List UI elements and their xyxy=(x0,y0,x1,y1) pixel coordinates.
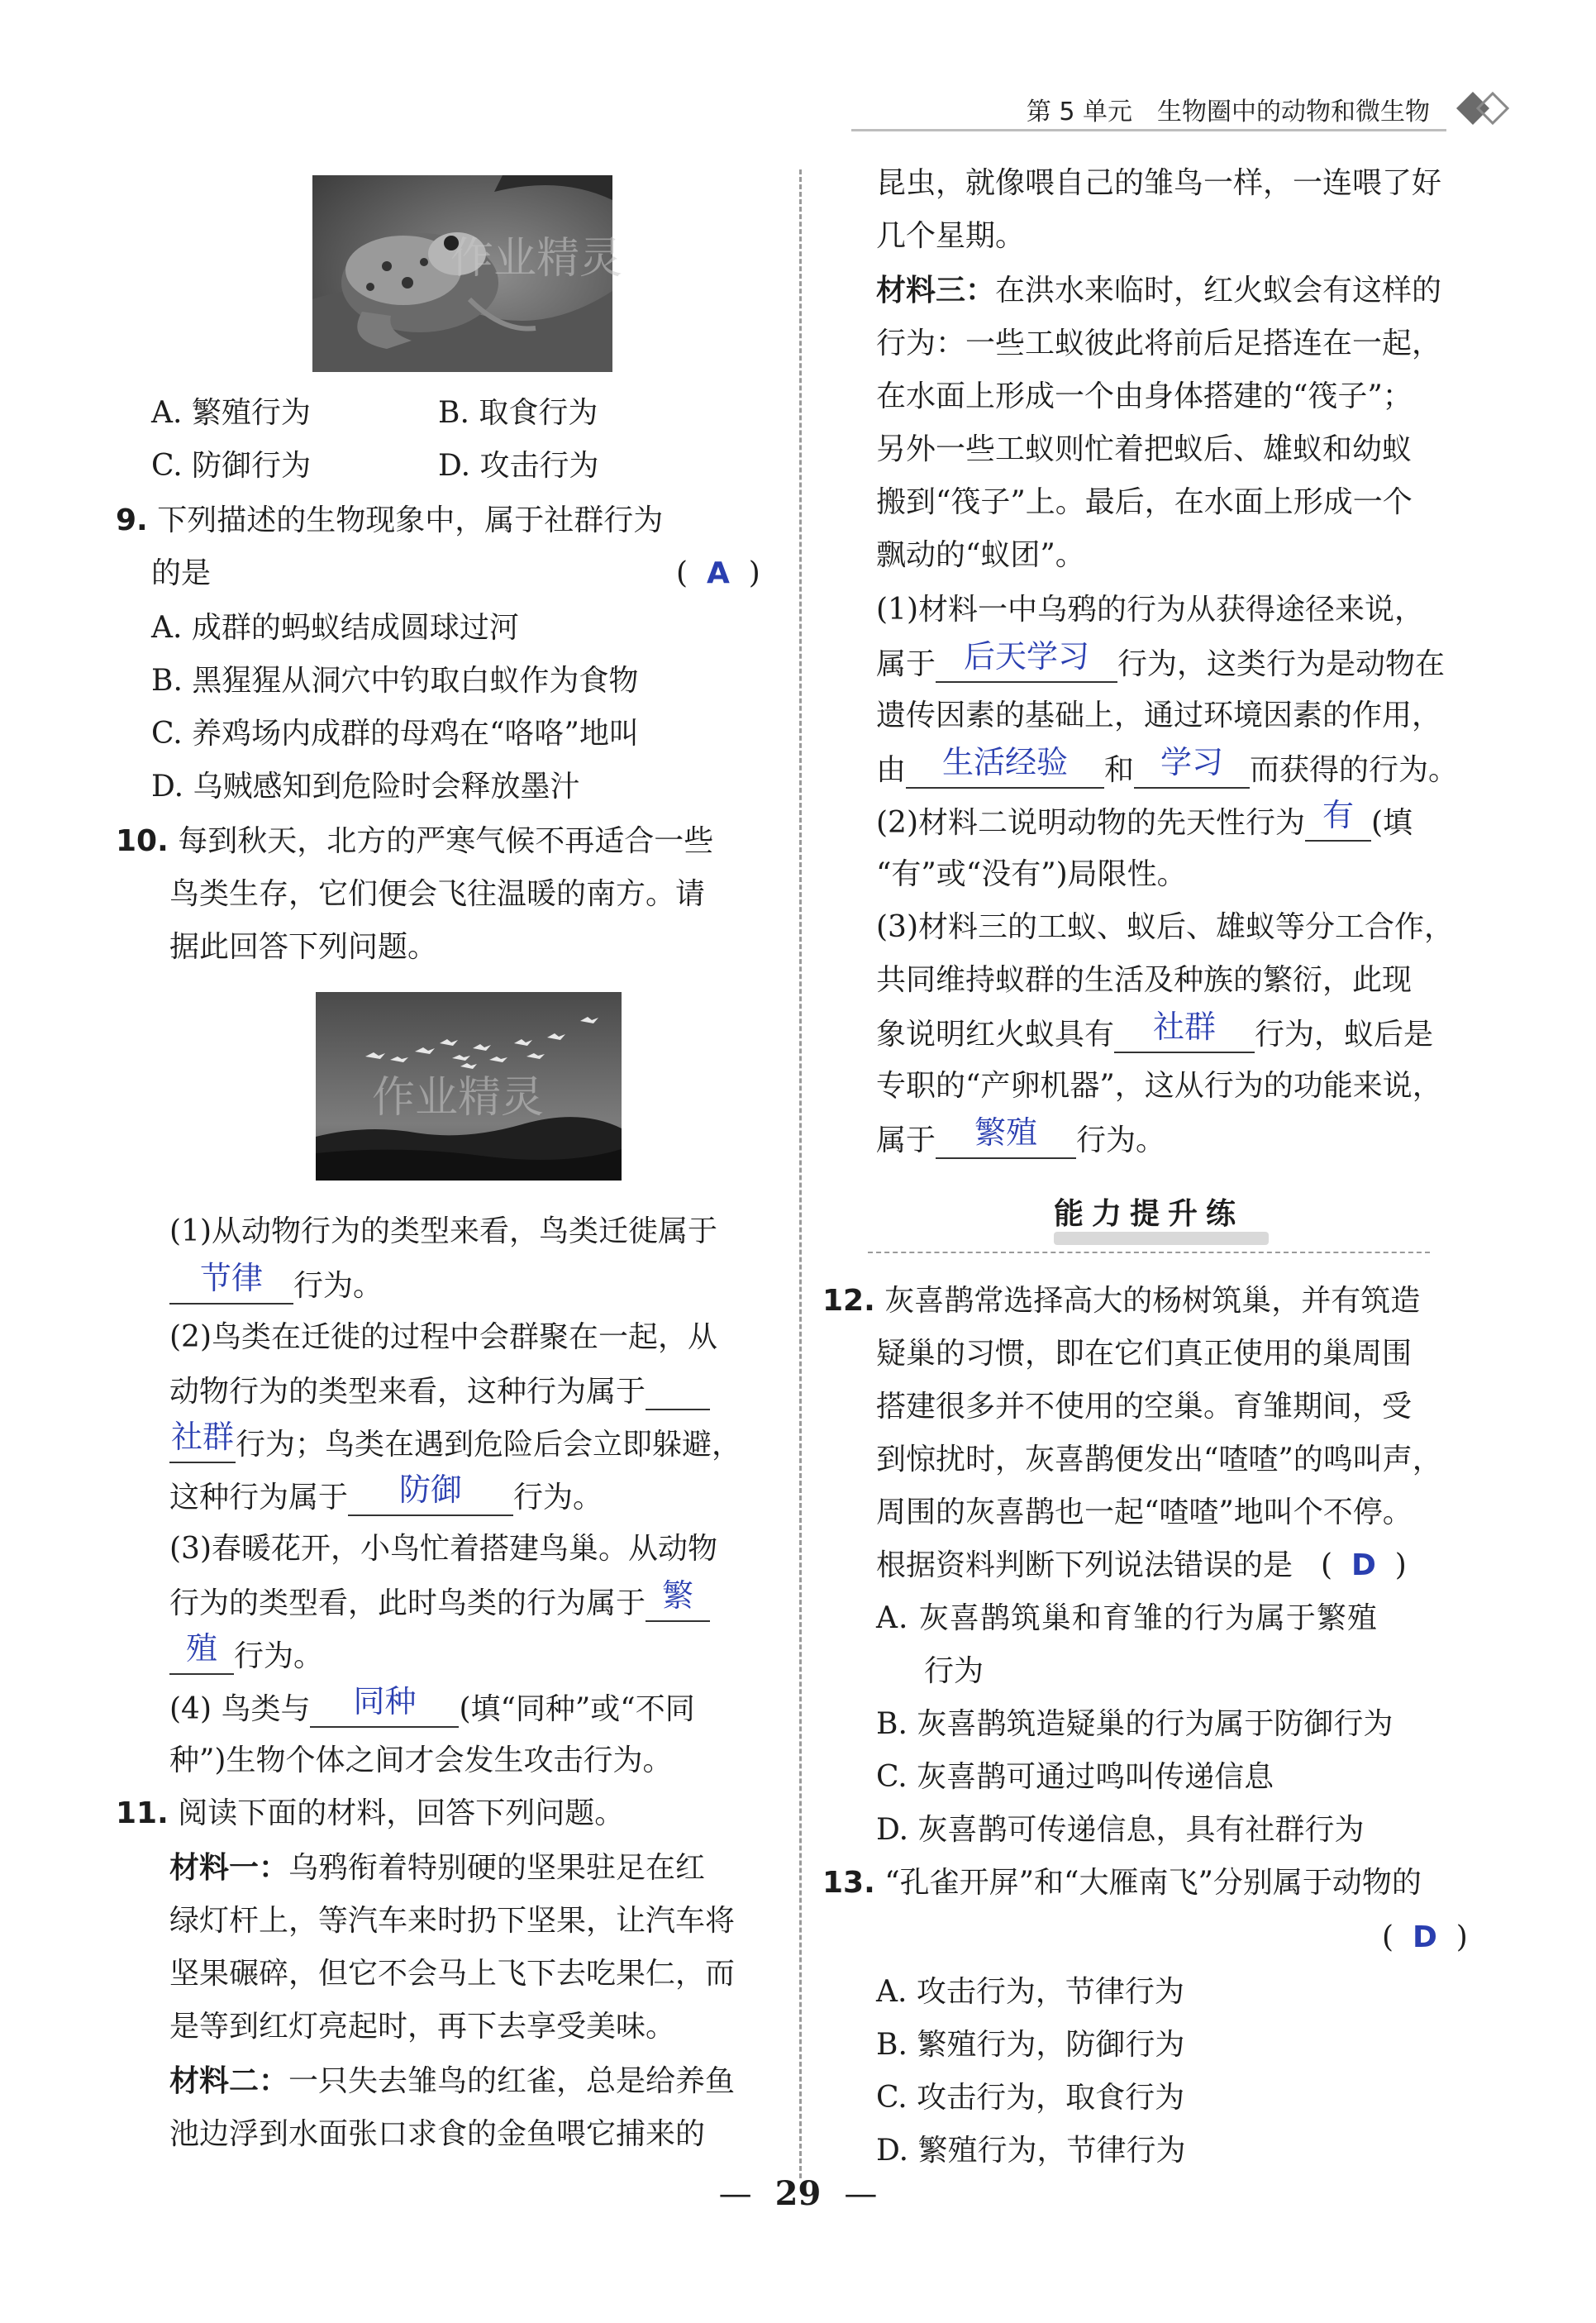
q11-sub3-line2: 共同维持蚁群的生活及种族的繁衍，此现 xyxy=(876,963,1413,997)
q11-m1-text1: 乌鸦衔着特别硬的坚果驻足在红 xyxy=(288,1851,706,1885)
q11-sub3-mid: 行为，蚁后是 xyxy=(1255,1018,1434,1052)
q9-option-b: B. 黑猩猩从洞穴中钓取白蚁作为食物 xyxy=(151,664,639,698)
q12-stem-line2: 疑巢的习惯，即在它们真正使用的巢周围 xyxy=(876,1337,1413,1371)
q10-part2-mid: 行为；鸟类在遇到危险后会立即躲避， xyxy=(236,1428,742,1462)
q11-m3-line3: 在水面上形成一个由身体搭建的“筏子”； xyxy=(876,379,1413,413)
q13-option-b: B. 繁殖行为，防御行为 xyxy=(876,2028,1185,2062)
q10-part3-line1: (3)春暖花开，小鸟忙着搭建鸟巢。从动物 xyxy=(169,1532,717,1566)
q10-part4-answer: 同种 xyxy=(353,1683,417,1720)
q13-stem-text: “孔雀开屏”和“大雁南飞”分别属于动物的 xyxy=(884,1866,1422,1900)
q12-option-b: B. 灰喜鹊筑造疑巢的行为属于防御行为 xyxy=(876,1707,1394,1741)
q11-sub3-line4: 专职的“产卵机器”，这从行为的功能来说， xyxy=(876,1069,1442,1103)
q11-sub1-answer1: 后天学习 xyxy=(964,638,1090,675)
q12-option-d: D. 灰喜鹊可传递信息，具有社群行为 xyxy=(876,1813,1365,1847)
q10-part3-blank-a[interactable] xyxy=(646,1577,710,1622)
q12-number: 12. xyxy=(822,1284,875,1318)
q11-sub2-answer: 有 xyxy=(1322,797,1354,833)
q11-m1-line2: 绿灯杆上，等汽车来时扔下坚果，让汽车将 xyxy=(169,1904,736,1938)
q11-m2-text1: 一只失去雏鸟的红雀，总是给养鱼 xyxy=(288,2064,736,2098)
q10-part2-text: 动物行为的类型来看，这种行为属于 xyxy=(169,1375,646,1409)
q13-answer-paren: ( D ) xyxy=(1382,1920,1468,1954)
q11-m3-line4: 另外一些工蚁则忙着把蚁后、雄蚁和幼蚁 xyxy=(876,432,1413,466)
q11-sub1-tail: 行为，这类行为是动物在 xyxy=(1117,647,1446,681)
q10-part3-text: 行为的类型看，此时鸟类的行为属于 xyxy=(169,1586,646,1620)
q11-m1-line3: 坚果碾碎，但它不会马上飞下去吃果仁，而 xyxy=(169,1957,736,1991)
q13-stem-line xyxy=(822,1865,1422,1901)
q11-m2-line4: 几个星期。 xyxy=(876,219,1026,253)
q12-option-a: A. 灰喜鹊筑巢和育雏的行为属于繁殖 xyxy=(876,1601,1378,1635)
q11-m3-line5: 搬到“筏子”上。最后，在水面上形成一个 xyxy=(876,485,1413,519)
q11-intro-line xyxy=(116,1796,624,1832)
q9-answer-paren: ( A ) xyxy=(676,556,760,590)
q11-sub3-blank2[interactable] xyxy=(936,1114,1076,1159)
q11-sub1-answer3: 学习 xyxy=(1160,744,1224,780)
q10-stem-line3: 据此回答下列问题。 xyxy=(169,930,438,964)
q9-option-a: A. 成群的蚂蚁结成圆球过河 xyxy=(151,611,519,645)
q11-sub1-blank3[interactable] xyxy=(1134,744,1250,789)
q11-sub1-blank2[interactable] xyxy=(906,744,1104,789)
q11-sub3-line3 xyxy=(876,1009,1434,1053)
q10-part1-answer: 节律 xyxy=(199,1260,263,1296)
q11-m1-label: 材料一： xyxy=(169,1851,289,1885)
q13-option-a: A. 攻击行为，节律行为 xyxy=(876,1975,1184,2009)
q11-sub1-line1: (1)材料一中乌鸦的行为从获得途径来说， xyxy=(876,593,1424,627)
q11-sub3-line1: (3)材料三的工蚁、蚁后、雄蚁等分工合作， xyxy=(876,910,1454,944)
q8-option-a: A. 繁殖行为 xyxy=(151,396,311,430)
q8-option-b: B. 取食行为 xyxy=(438,396,598,430)
q11-sub3-line5 xyxy=(876,1114,1166,1159)
q11-m3-text1: 在洪水来临时，红火蚁会有这样的 xyxy=(995,274,1442,308)
q12-answer: D xyxy=(1351,1548,1376,1582)
q12-stem-line6: 根据资料判断下列说法错误的是 ( D ) xyxy=(876,1548,1407,1582)
q12-stem-line4: 到惊扰时，灰喜鹊便发出“喳喳”的鸣叫声， xyxy=(876,1443,1442,1476)
q11-m2-line2: 池边浮到水面张口求食的金鱼喂它捕来的 xyxy=(169,2117,706,2151)
page-header xyxy=(851,83,1521,132)
q10-part2-blank1-start[interactable] xyxy=(646,1372,710,1410)
q10-part3-line2 xyxy=(169,1577,710,1622)
q11-m3-line1 xyxy=(876,273,1441,309)
q11-sub1-from: 由 xyxy=(876,753,907,787)
q12-option-c: C. 灰喜鹊可通过鸣叫传递信息 xyxy=(876,1760,1274,1794)
q10-part2-blank2[interactable] xyxy=(348,1472,513,1516)
q10-part3-blank-b[interactable] xyxy=(169,1630,234,1675)
q11-sub1-and: 和 xyxy=(1104,753,1135,787)
q11-number: 11. xyxy=(116,1796,169,1830)
q10-part2-line2 xyxy=(169,1372,710,1410)
q10-stem-text: 每到秋天，北方的严寒气候不再适合一些 xyxy=(178,824,714,858)
q10-part2-line3 xyxy=(169,1419,742,1463)
q13-answer: D xyxy=(1412,1920,1437,1954)
q10-part2-line1: (2)鸟类在迁徙的过程中会群聚在一起，从 xyxy=(169,1320,717,1354)
q11-sub1-blank1[interactable] xyxy=(936,638,1117,683)
q10-part1-tail: 行为。 xyxy=(293,1269,384,1303)
column-divider xyxy=(799,169,802,2178)
q12-stem-line3: 搭建很多并不使用的空巢。育雏期间，受 xyxy=(876,1390,1413,1424)
q11-m2-line3: 昆虫，就像喂自己的雏鸟一样，一连喂了好 xyxy=(876,166,1442,200)
q11-sub1-text: 属于 xyxy=(876,647,936,681)
q9-number: 9. xyxy=(116,503,148,537)
q10-part2-blank1[interactable] xyxy=(169,1419,236,1463)
q11-m1-line1 xyxy=(169,1850,705,1887)
q11-intro: 阅读下面的材料，回答下列问题。 xyxy=(178,1796,625,1830)
q11-sub3-answer2: 繁殖 xyxy=(974,1114,1038,1151)
header-rule xyxy=(851,129,1446,131)
q11-sub1-line4 xyxy=(876,744,1459,789)
q11-sub3-text2: 属于 xyxy=(876,1123,936,1157)
q11-sub1-end: 而获得的行为。 xyxy=(1250,753,1459,787)
q10-part3-answer-b: 殖 xyxy=(185,1630,217,1667)
q10-part2-tail: 行为。 xyxy=(513,1481,603,1514)
q8-option-d: D. 攻击行为 xyxy=(438,449,599,483)
q11-sub3-answer1: 社群 xyxy=(1153,1009,1217,1045)
q10-part1-line1: (1)从动物行为的类型来看，鸟类迁徙属于 xyxy=(169,1214,717,1248)
q10-part3-tail: 行为。 xyxy=(234,1639,324,1673)
q11-sub3-end: 行为。 xyxy=(1076,1123,1166,1157)
q9-stem-line2: 的是 xyxy=(151,556,212,590)
q10-number: 10. xyxy=(116,824,169,858)
watermark-2: 作业精灵 xyxy=(372,1073,545,1123)
q10-part2-text2: 这种行为属于 xyxy=(169,1481,349,1514)
q10-stem-line1 xyxy=(116,823,713,860)
q10-part4-text: (4) 鸟类与 xyxy=(169,1692,311,1726)
q13-option-c: C. 攻击行为，取食行为 xyxy=(876,2081,1185,2115)
q10-part1-blank[interactable] xyxy=(169,1260,293,1305)
q8-option-c: C. 防御行为 xyxy=(151,449,312,483)
page-number-footer: — 29 — xyxy=(718,2174,878,2213)
q11-sub1-answer2: 生活经验 xyxy=(942,744,1069,780)
q10-part3-line3 xyxy=(169,1630,324,1675)
q11-sub2-blank[interactable] xyxy=(1305,797,1371,842)
q10-part2-answer2: 防御 xyxy=(399,1472,463,1508)
q11-m3-line6: 飘动的“蚁团”。 xyxy=(876,538,1085,572)
q10-part1-line2 xyxy=(169,1260,384,1305)
section-heading: 能力提升练 xyxy=(1053,1197,1244,1231)
q10-part4-tail: (填“同种”或“不同 xyxy=(459,1692,695,1726)
q12-stem-line1 xyxy=(822,1283,1420,1319)
q9-option-d: D. 乌贼感知到危险时会释放墨汁 xyxy=(151,770,580,804)
q10-part2-line4 xyxy=(169,1472,603,1516)
q11-sub3-text: 象说明红火蚁具有 xyxy=(876,1018,1115,1052)
section-divider xyxy=(868,1252,1430,1253)
q10-part4-blank[interactable] xyxy=(310,1683,459,1728)
q11-sub1-line2 xyxy=(876,638,1446,683)
q10-part3-answer-a: 繁 xyxy=(662,1577,694,1614)
q9-stem-line1 xyxy=(116,503,663,539)
page-number: 29 xyxy=(774,2174,822,2213)
q12-stem-line5: 周围的灰喜鹊也一起“喳喳”地叫个不停。 xyxy=(876,1495,1413,1529)
diamond-decoration-icon xyxy=(1438,88,1521,129)
q12-stem-text: 灰喜鹊常选择高大的杨树筑巢，并有筑造 xyxy=(884,1284,1421,1318)
q11-m1-line4: 是等到红灯亮起时，再下去享受美味。 xyxy=(169,2010,676,2044)
q11-m2-label: 材料二： xyxy=(169,2064,289,2098)
q11-sub1-line3: 遗传因素的基础上，通过环境因素的作用， xyxy=(876,699,1442,732)
q11-sub2-line2: “有”或“没有”)局限性。 xyxy=(876,857,1187,891)
q10-stem-line2: 鸟类生存，它们便会飞往温暖的南方。请 xyxy=(169,877,706,911)
q11-sub2-line1 xyxy=(876,797,1413,842)
q10-part2-answer1: 社群 xyxy=(170,1419,234,1455)
q11-m3-label: 材料三： xyxy=(876,274,996,308)
q11-sub2-tail: (填 xyxy=(1371,806,1413,840)
watermark-1: 作业精灵 xyxy=(450,234,623,284)
section-heading-bar xyxy=(1054,1232,1269,1245)
q10-part4-line2: 种”)生物个体之间才会发生攻击行为。 xyxy=(169,1743,673,1777)
q11-sub3-blank1[interactable] xyxy=(1114,1009,1255,1053)
q11-m3-line2: 行为：一些工蚁彼此将前后足搭连在一起， xyxy=(876,327,1442,360)
q11-m2-line1 xyxy=(169,2063,735,2100)
q10-part4-line1 xyxy=(169,1683,695,1728)
q9-option-c: C. 养鸡场内成群的母鸡在“咯咯”地叫 xyxy=(151,717,639,751)
q12-stem-last: 根据资料判断下列说法错误的是 xyxy=(876,1548,1293,1582)
unit-title: 第 5 单元 生物圈中的动物和微生物 xyxy=(1026,98,1430,126)
q9-answer: A xyxy=(706,556,730,590)
q11-sub2-text: (2)材料二说明动物的先天性行为 xyxy=(876,806,1305,840)
q13-number: 13. xyxy=(822,1866,875,1900)
q9-stem-text: 下列描述的生物现象中，属于社群行为 xyxy=(157,503,664,537)
q13-option-d: D. 繁殖行为，节律行为 xyxy=(876,2134,1186,2168)
q12-option-a-cont: 行为 xyxy=(924,1654,984,1688)
